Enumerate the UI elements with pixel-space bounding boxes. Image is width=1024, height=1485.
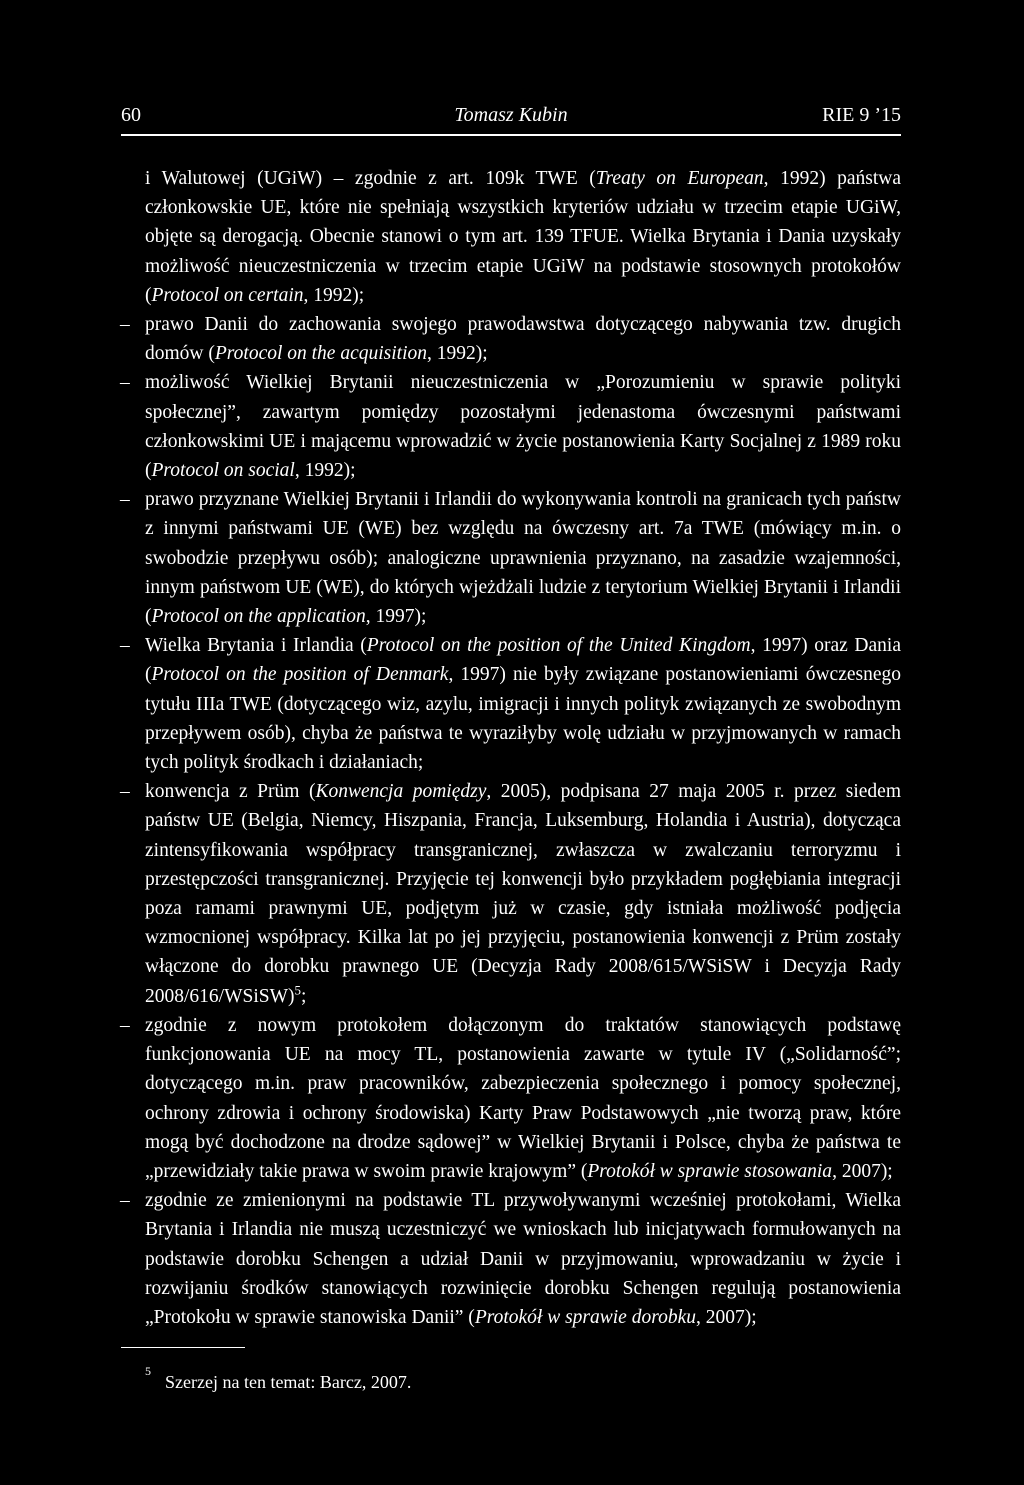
page-number: 60 xyxy=(121,104,141,126)
text-run: , 1997); xyxy=(365,606,427,628)
text-run: konwencja z Prüm ( xyxy=(145,781,316,803)
footnote-rule xyxy=(121,1347,245,1348)
text-run: i Walutowej (UGiW) – zgodnie z art. 109k TWE ( xyxy=(145,168,596,189)
text-run: możliwość Wielkiej Brytanii nieuczestniczenia w „Porozumieniu w sprawie polityki społecznej”, zawartym pomiędzy pozostałymi jedenastoma ówczesnymi państwami członkowskimi UE i mającemu wprowadzić w życie postanowienia Karty Socjalnej z 1989 roku ( xyxy=(145,372,901,482)
text-run: , 2005), podpisana 27 maja 2005 r. przez siedem państw UE (Belgia, Niemcy, Hiszpania, Francja, Luksemburg, Holandia i Austria), dotycząca zintensyfikowania współpracy transgranicznej, zwłaszcza w zwalczaniu terroryzmu i przestępczości transgranicznej. Przyjęcie tej konwencji było przykładem pogłębiania integracji poza ramami prawnymi UE, podjętym już w czasie, gdy istniała możliwość podjęcia wzmocnionej współpracy. Kilka lat po jej przyjęciu, postanowienia konwencji z Prüm zostały włączone do dorobku prawnego UE (Decyzja Rady 2008/615/WSiSW i Decyzja Rady 2008/616/WSiSW) xyxy=(145,781,902,1007)
citation-italic: Protocol on the application xyxy=(151,606,366,628)
citation-italic: Konwencja pomiędzy xyxy=(315,781,487,803)
bullet-list xyxy=(145,310,901,1332)
citation-italic: Treaty on European xyxy=(595,168,764,189)
list-item xyxy=(145,1011,901,1186)
text-run: , 1997) nie były związane postanowieniami ówczesnego tytułu IIIa TWE (dotyczącego wiz, azylu, imigracji i innych polityk związanych ze swobodnym przepływem osób), chyba że państwa te wyraziłyby wolę udziału w przyjmowanych w ramach tych polityk środkach i działaniach; xyxy=(145,664,901,774)
citation-italic: Protokół w sprawie stosowania xyxy=(587,1160,833,1182)
header-author: Tomasz Kubin xyxy=(454,104,568,126)
text-run: ; xyxy=(301,985,307,1007)
text-run: , 1992); xyxy=(427,343,488,365)
citation-italic: Protocol on the position of Denmark xyxy=(151,664,449,686)
footnote xyxy=(145,1364,845,1396)
text-run: Wielka Brytania i Irlandia ( xyxy=(145,635,367,657)
body-text xyxy=(145,164,901,1332)
text-run: prawo przyznane Wielkiej Brytanii i Irlandii do wykonywania kontroli na granicach tych państw z innymi państwami UE (WE) bez względu na ówczesny art. 7a TWE (mówiący m.in. o swobodzie przepływu osób); analogiczne uprawnienia przyznano, na zasadzie wzajemności, innym państwom UE (WE), do których wjeżdżali ludzie z terytorium Wielkiej Brytanii i Irlandii ( xyxy=(145,489,901,628)
text-run: prawo Danii do zachowania swojego prawodawstwa dotyczącego nabywania tzw. drugich domów ( xyxy=(145,314,901,365)
text-run: , 1992); xyxy=(303,284,365,306)
text-run: zgodnie ze zmienionymi na podstawie TL przywoływanymi wcześniej protokołami, Wielka Brytania i Irlandia nie muszą uczestniczyć we wnioskach lub inicjatywach formułowanych na podstawie dorobku Schengen a udział Danii w przyjmowaniu, wprowadzaniu w życie i rozwijaniu środków stanowiących rozwinięcie dorobku Schengen regulują postanowienia „Protokołu w sprawie stanowiska Danii” ( xyxy=(145,1190,901,1328)
footnote-number: 5 xyxy=(145,1364,151,1378)
footnote-ref: 5 xyxy=(294,982,301,998)
list-item xyxy=(145,631,901,777)
header-rule xyxy=(121,134,901,136)
list-item xyxy=(145,368,901,485)
intro-paragraph xyxy=(145,164,901,310)
text-run: zgodnie z nowym protokołem dołączonym do traktatów stanowiących podstawę funkcjonowania UE na mocy TL, postanowienia zawarte w tytule IV („Solidarność”; dotyczącego m.in. praw pracowników, zabezpieczenia społecznego i pomocy społecznej, ochrony zdrowia i ochrony środowiska) Karty Praw Podstawowych „nie tworzą praw, które mogą być dochodzone na drodze sądowej” w Wielkiej Brytanii i Polsce, chyba że państwa te „przewidziały takie prawa w swoim prawie krajowym” ( xyxy=(145,1014,901,1182)
text-run: , 2007); xyxy=(696,1306,757,1328)
citation-italic: Protocol on the acquisition xyxy=(214,343,428,365)
footnote-text: Szerzej na ten temat: Barcz, 2007. xyxy=(165,1372,412,1392)
text-run: , 2007); xyxy=(832,1160,893,1182)
citation-italic: Protocol on social xyxy=(151,460,295,482)
citation-italic: Protocol on the position of the United Kingdom xyxy=(366,635,751,657)
text-run: , 1992); xyxy=(294,460,356,482)
header-journal: RIE 9 ’15 xyxy=(822,104,901,126)
list-item xyxy=(145,1186,901,1332)
running-header xyxy=(121,100,901,130)
text-run: , 1997) oraz Dania ( xyxy=(145,635,901,686)
list-item xyxy=(145,485,901,631)
citation-italic: Protokół w sprawie dorobku xyxy=(474,1306,696,1328)
citation-italic: Protocol on certain xyxy=(151,284,304,306)
list-item xyxy=(145,310,901,368)
text-run: , 1992) państwa członkowskie UE, które nie spełniają wszystkich kryteriów udziału w trzecim etapie UGiW, objęte są derogacją. Obecnie stanowi o tym art. 139 TFUE. Wielka Brytania i Dania uzyskały możliwość nieuczestniczenia w trzecim etapie UGiW na podstawie stosownych protokołów ( xyxy=(145,168,901,306)
list-item xyxy=(145,777,901,1011)
